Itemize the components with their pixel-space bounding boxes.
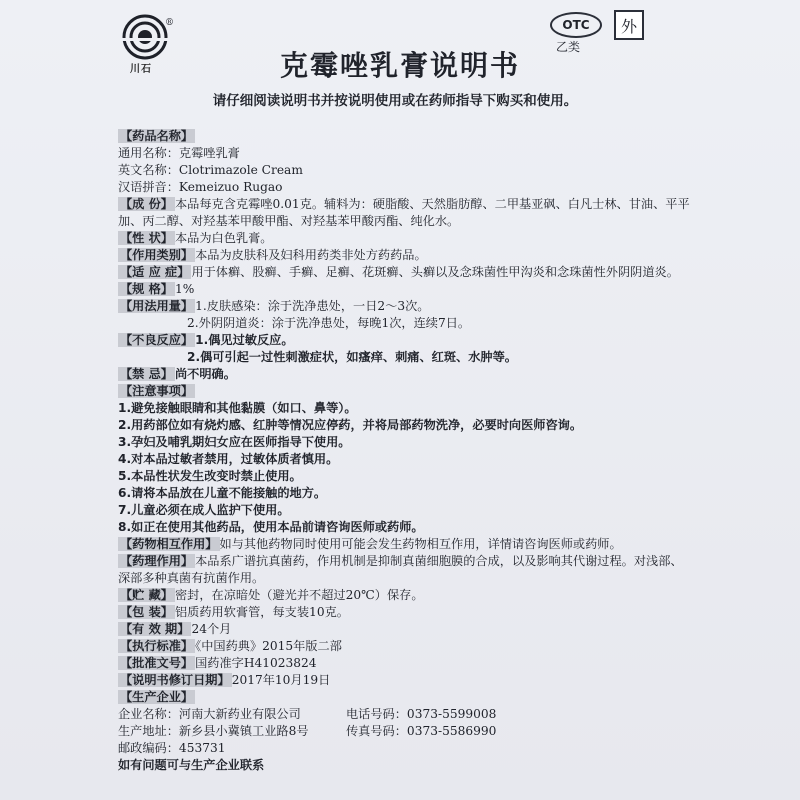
- interaction-section: [118, 536, 690, 553]
- validity-label: 【有 效 期】: [120, 622, 190, 636]
- spec-text: 1%: [175, 282, 195, 296]
- logo-text: 川石: [130, 64, 152, 75]
- registered-mark: ®: [165, 18, 174, 28]
- otc-category: 乙类: [556, 40, 581, 54]
- standard-section: [118, 638, 690, 655]
- storage-section: [118, 587, 690, 604]
- company-fax: 传真号码：0373-5586990: [346, 724, 497, 738]
- composition-label: 【成 份】: [120, 197, 173, 211]
- usage-line-1: 1.皮肤感染：涂于洗净患处，一日2～3次。: [195, 299, 430, 313]
- composition-section: [118, 196, 690, 230]
- spec-section: [118, 281, 690, 298]
- usage-label: 【用法用量】: [120, 299, 194, 313]
- storage-label: 【贮 藏】: [120, 588, 173, 602]
- note-item: 2.用药部位如有烧灼感、红肿等情况应停药，并将局部药物洗净，必要时向医师咨询。: [118, 418, 583, 432]
- manufacturer-label: 【生产企业】: [120, 690, 194, 704]
- notes-label: 【注意事项】: [120, 384, 194, 398]
- contra-text: 尚不明确。: [175, 367, 236, 381]
- pharm-text: 本品系广谱抗真菌药，作用机制是抑制真菌细胞膜的合成，以及影响其代谢过程。对浅部、深部多种真菌有抗菌作用。: [118, 554, 683, 585]
- pinyin-name: 汉语拼音：Kemeizuo Rugao: [118, 180, 283, 194]
- note-item: 7.儿童必须在成人监护下使用。: [118, 503, 290, 517]
- category-text: 本品为皮肤科及妇科用药类非处方药药品。: [195, 248, 427, 262]
- indication-label: 【适 应 症】: [120, 265, 190, 279]
- contra-label: 【禁 忌】: [120, 367, 173, 381]
- package-text: 铝质药用软膏管，每支装10克。: [175, 605, 349, 619]
- package-section: [118, 604, 690, 621]
- indication-text: 用于体癣、股癣、手癣、足癣、花斑癣、头癣以及念珠菌性甲沟炎和念珠菌性外阴阴道炎。: [191, 265, 679, 279]
- standard-text: 《中国药典》2015年版二部: [195, 639, 342, 653]
- drug-name-label: 【药品名称】: [120, 129, 194, 143]
- note-item: 3.孕妇及哺乳期妇女应在医师指导下使用。: [118, 435, 351, 449]
- adverse-section: [118, 332, 690, 349]
- character-label: 【性 状】: [120, 231, 173, 245]
- note-item: 4.对本品过敏者禁用，过敏体质者慎用。: [118, 452, 339, 466]
- adverse-line-1: 1.偶见过敏反应。: [195, 333, 294, 347]
- otc-badge: OTC: [550, 12, 602, 38]
- interaction-label: 【药物相互作用】: [120, 537, 218, 551]
- indication-section: [118, 264, 690, 281]
- external-use-mark: 外: [614, 10, 644, 40]
- english-name: 英文名称：Clotrimazole Cream: [118, 163, 303, 177]
- package-label: 【包 装】: [120, 605, 173, 619]
- revision-text: 2017年10月19日: [231, 673, 331, 687]
- approval-label: 【批准文号】: [120, 656, 194, 670]
- adverse-line-2: 2.偶可引起一过性刺激症状，如瘙痒、刺痛、红斑、水肿等。: [187, 350, 517, 364]
- company-address: 生产地址：新乡县小冀镇工业路8号: [118, 724, 309, 738]
- validity-section: [118, 621, 690, 638]
- category-section: [118, 247, 690, 264]
- approval-section: [118, 655, 690, 672]
- interaction-text: 如与其他药物同时使用可能会发生药物相互作用，详情请咨询医师或药师。: [219, 537, 622, 551]
- usage-line-2: 2.外阴阴道炎：涂于洗净患处，每晚1次，连续7日。: [187, 316, 471, 330]
- usage-section: [118, 298, 690, 315]
- company-row-2: [118, 723, 690, 740]
- approval-text: 国药准字H41023824: [195, 656, 317, 670]
- contact-note: 如有问题可与生产企业联系: [118, 758, 265, 772]
- company-phone: 电话号码：0373-5599008: [346, 707, 497, 721]
- character-section: [118, 230, 690, 247]
- composition-text: 本品每克含克霉唑0.01克。辅料为：硬脂酸、天然脂肪醇、二甲基亚砜、白凡士林、甘油、平平加、丙二醇、对羟基苯甲酸甲酯、对羟基苯甲酸丙酯、纯化水。: [118, 197, 690, 228]
- contra-section: [118, 366, 690, 383]
- validity-text: 24个月: [191, 622, 232, 636]
- character-text: 本品为白色乳膏。: [175, 231, 273, 245]
- spec-label: 【规 格】: [120, 282, 173, 296]
- page-subtitle: 请仔细阅读说明书并按说明使用或在药师指导下购买和使用。: [212, 93, 578, 109]
- storage-text: 密封，在凉暗处（避光并不超过20℃）保存。: [175, 588, 424, 602]
- revision-label: 【说明书修订日期】: [120, 673, 230, 687]
- company-row-1: [118, 706, 690, 723]
- company-name: 企业名称：河南大新药业有限公司: [118, 707, 301, 721]
- category-label: 【作用类别】: [120, 248, 194, 262]
- page-title: 克霉唑乳膏说明书: [279, 49, 520, 82]
- note-item: 8.如正在使用其他药品，使用本品前请咨询医师或药师。: [118, 520, 424, 534]
- company-postcode: 邮政编码：453731: [118, 741, 226, 755]
- pharm-section: [118, 553, 690, 587]
- note-item: 5.本品性状发生改变时禁止使用。: [118, 469, 302, 483]
- leaflet-content: [118, 128, 690, 774]
- adverse-label: 【不良反应】: [120, 333, 194, 347]
- note-item: 6.请将本品放在儿童不能接触的地方。: [118, 486, 327, 500]
- generic-name: 通用名称：克霉唑乳膏: [118, 146, 240, 160]
- revision-section: [118, 672, 690, 689]
- pharm-label: 【药理作用】: [120, 554, 194, 568]
- note-item: 1.避免接触眼睛和其他黏膜（如口、鼻等）。: [118, 401, 357, 415]
- standard-label: 【执行标准】: [120, 639, 194, 653]
